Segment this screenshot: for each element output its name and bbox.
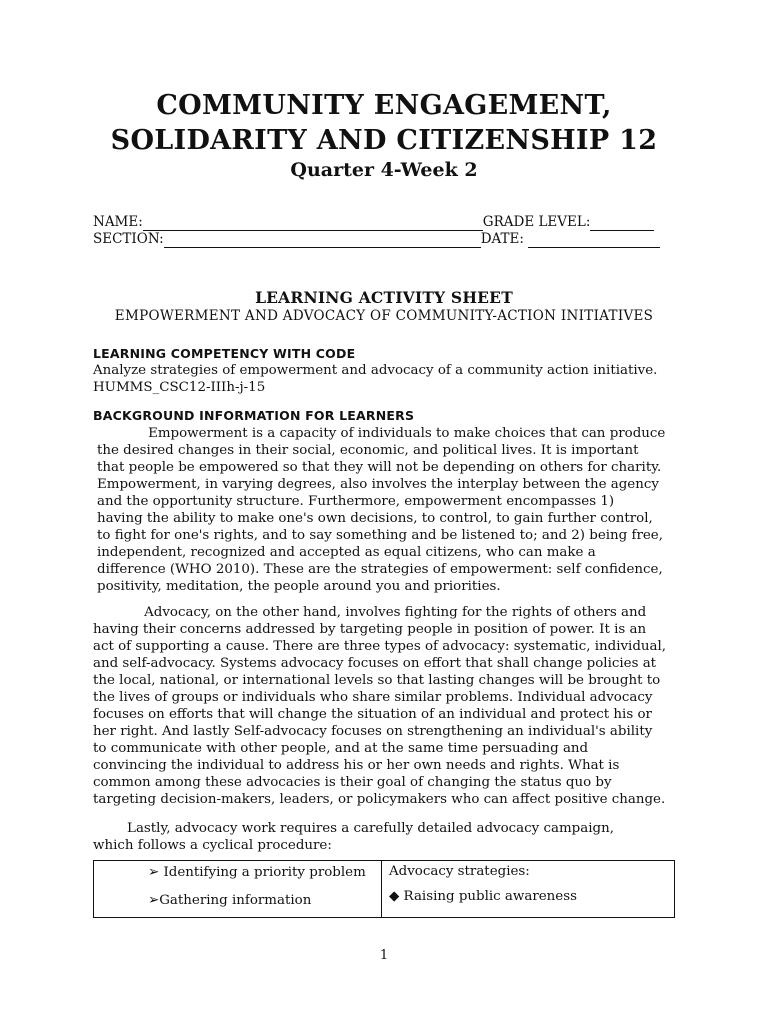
section-label: SECTION: — [93, 231, 164, 247]
procedure-steps-cell — [94, 861, 382, 917]
paragraph-line: focuses on efforts that will change the situation of an individual and protect his or — [93, 707, 652, 722]
paragraph-line: the desired changes in their social, economic, and political lives. It is important — [97, 443, 639, 458]
document-title-line1: COMMUNITY ENGAGEMENT, — [156, 90, 612, 121]
date-label: DATE: — [480, 231, 524, 247]
paragraph-line: targeting decision-makers, leaders, or policymakers who can affect positive change. — [93, 792, 666, 807]
page-number: 1 — [379, 948, 389, 963]
paragraph-line: independent, recognized and accepted as equal citizens, who can make a — [97, 545, 596, 560]
paragraph-line: which follows a cyclical procedure: — [93, 838, 332, 853]
paragraph-line: to fight for one's rights, and to say something and be listened to; and 2) being free, — [97, 528, 663, 543]
activity-sheet-title: LEARNING ACTIVITY SHEET — [255, 288, 513, 307]
paragraph-line: positivity, meditation, the people around you and priorities. — [97, 579, 501, 594]
section-date-row — [93, 231, 660, 248]
paragraph-line: Lastly, advocacy work requires a carefully detailed advocacy campaign, — [93, 821, 614, 836]
grade-level-label: GRADE LEVEL: — [482, 214, 591, 230]
advocacy-strategies-cell — [382, 861, 674, 917]
paragraph-line: common among these advocacies is their goal of changing the status quo by — [93, 775, 612, 790]
paragraph-line: the local, national, or international levels so that lasting changes will be brought to — [93, 673, 661, 688]
document-title-line2: SOLIDARITY AND CITIZENSHIP 12 — [110, 125, 658, 156]
competency-code: HUMMS_CSC12-IIIh-j-15 — [93, 380, 266, 395]
activity-sheet-subtitle: EMPOWERMENT AND ADVOCACY OF COMMUNITY-ACTION INITIATIVES — [114, 308, 654, 324]
empowerment-paragraph — [97, 425, 687, 595]
paragraph-line: act of supporting a cause. There are three types of advocacy: systematic, individual, — [93, 639, 667, 654]
grade-level-field[interactable] — [590, 216, 654, 231]
procedure-step: ➢Gathering information — [148, 893, 312, 908]
advocacy-paragraph — [93, 604, 693, 808]
paragraph-line: Empowerment is a capacity of individuals to make choices that can produce — [97, 426, 666, 441]
competency-text: Analyze strategies of empowerment and advocacy of a community action initiative. — [93, 363, 658, 378]
procedure-table — [93, 860, 675, 918]
paragraph-line: and self-advocacy. Systems advocacy focuses on effort that shall change policies at — [93, 656, 657, 671]
name-field[interactable] — [143, 216, 483, 231]
paragraph-line: the lives of groups or individuals who share similar problems. Individual advocacy — [93, 690, 653, 705]
procedure-step: ➢ Identifying a priority problem — [148, 865, 366, 880]
date-field[interactable] — [528, 233, 660, 248]
campaign-paragraph — [93, 820, 693, 854]
paragraph-line: difference (WHO 2010). These are the strategies of empowerment: self confidence, — [97, 562, 663, 577]
paragraph-line: having their concerns addressed by targeting people in position of power. It is an — [93, 622, 647, 637]
strategy-item: ◆ Raising public awareness — [389, 889, 577, 904]
paragraph-line: her right. And lastly Self-advocacy focuses on strengthening an individual's ability — [93, 724, 653, 739]
section-field[interactable] — [164, 233, 481, 248]
paragraph-line: and the opportunity structure. Furthermore, empowerment encompasses 1) — [97, 494, 615, 509]
name-grade-row — [93, 214, 654, 231]
paragraph-line: to communicate with other people, and at the same time persuading and — [93, 741, 589, 756]
competency-heading: LEARNING COMPETENCY WITH CODE — [93, 346, 356, 361]
paragraph-line: that people be empowered so that they will not be depending on others for charity. — [97, 460, 662, 475]
document-subtitle: Quarter 4-Week 2 — [290, 159, 478, 181]
background-heading: BACKGROUND INFORMATION FOR LEARNERS — [93, 408, 415, 423]
paragraph-line: Advocacy, on the other hand, involves fighting for the rights of others and — [93, 605, 647, 620]
paragraph-line: having the ability to make one's own decisions, to control, to gain further control, — [97, 511, 653, 526]
name-label: NAME: — [93, 214, 143, 230]
paragraph-line: Empowerment, in varying degrees, also involves the interplay between the agency — [97, 477, 659, 492]
paragraph-line: convincing the individual to address his or her own needs and rights. What is — [93, 758, 620, 773]
strategies-heading: Advocacy strategies: — [389, 864, 530, 879]
